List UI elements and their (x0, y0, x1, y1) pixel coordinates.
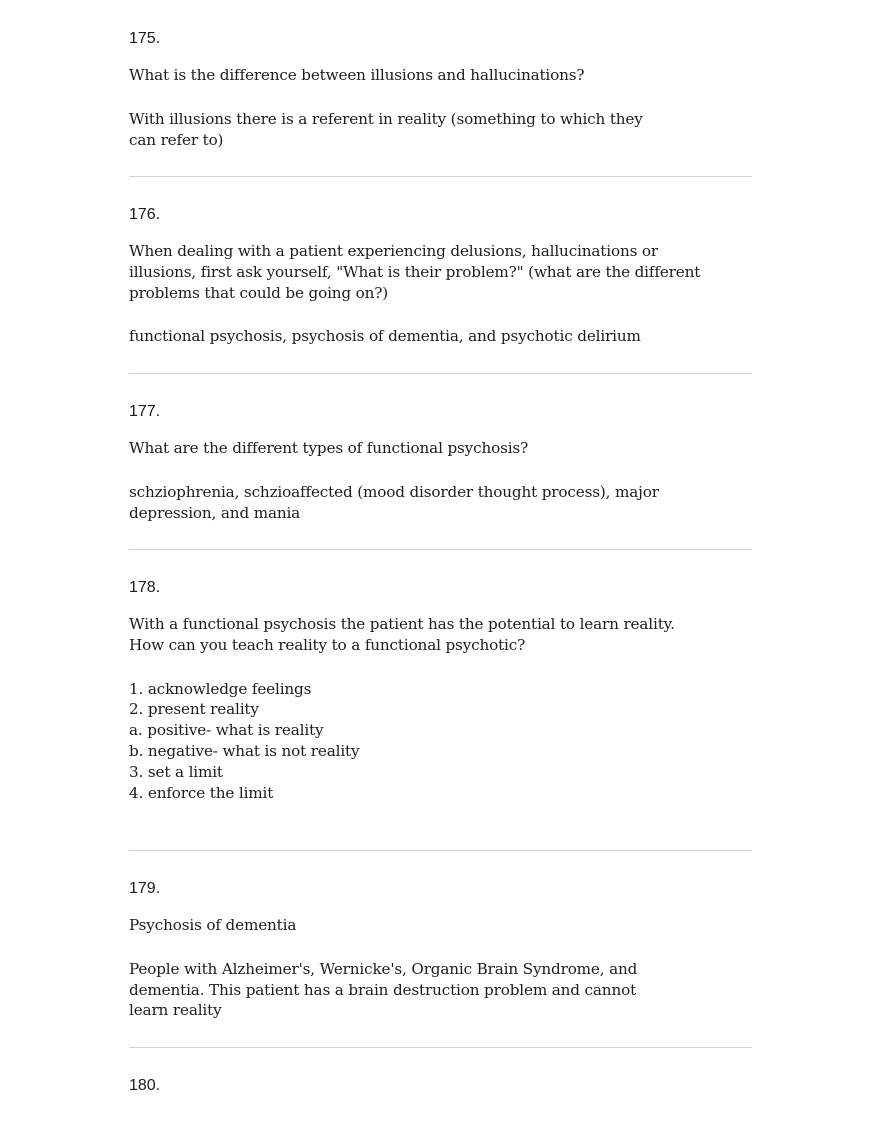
card-answer: functional psychosis, psychosis of dementia, and psychotic delirium (129, 327, 641, 346)
card-question: What is the difference between illusions and hallucinations? (129, 66, 585, 84)
flashcard-177 (129, 402, 752, 523)
card-number: 179. (129, 880, 161, 897)
card-question: What are the different types of functional psychosis? (129, 439, 529, 457)
card-divider (129, 850, 752, 851)
card-divider (129, 549, 752, 550)
card-answer: People with Alzheimer's, Wernicke's, Organic Brain Syndrome, and dementia. This patient has a brain destruction problem and cannot learn reality (129, 959, 638, 1020)
card-number: 175. (129, 30, 161, 47)
card-question: Psychosis of dementia (129, 916, 297, 934)
card-question: When dealing with a patient experiencing delusions, hallucinations or illusions, first ask yourself, "What is their problem?" (what are the different problems that could be going on?) (129, 242, 701, 302)
card-answer: With illusions there is a referent in reality (something to which they can refer to) (129, 109, 643, 149)
flashcard-179 (129, 879, 752, 1021)
card-answer: schziophrenia, schzioaffected (mood disorder thought process), major depression, and mania (129, 482, 659, 522)
flashcard-176 (129, 205, 752, 347)
card-number: 177. (129, 403, 161, 420)
card-divider (129, 373, 752, 374)
card-divider (129, 1047, 752, 1048)
card-answer: 1. acknowledge feelings 2. present reality a. positive- what is reality b. negative- what is not reality 3. set a limit 4. enforce the limit (129, 679, 360, 802)
card-number: 176. (129, 206, 161, 223)
card-number: 180. (129, 1077, 161, 1094)
card-question: With a functional psychosis the patient has the potential to learn reality. How can you teach reality to a functional psychotic? (129, 615, 675, 654)
card-number: 178. (129, 579, 161, 596)
flashcard-178 (129, 578, 752, 803)
flashcard-175 (129, 29, 752, 150)
flashcard-180 (129, 1076, 752, 1096)
card-divider (129, 176, 752, 177)
